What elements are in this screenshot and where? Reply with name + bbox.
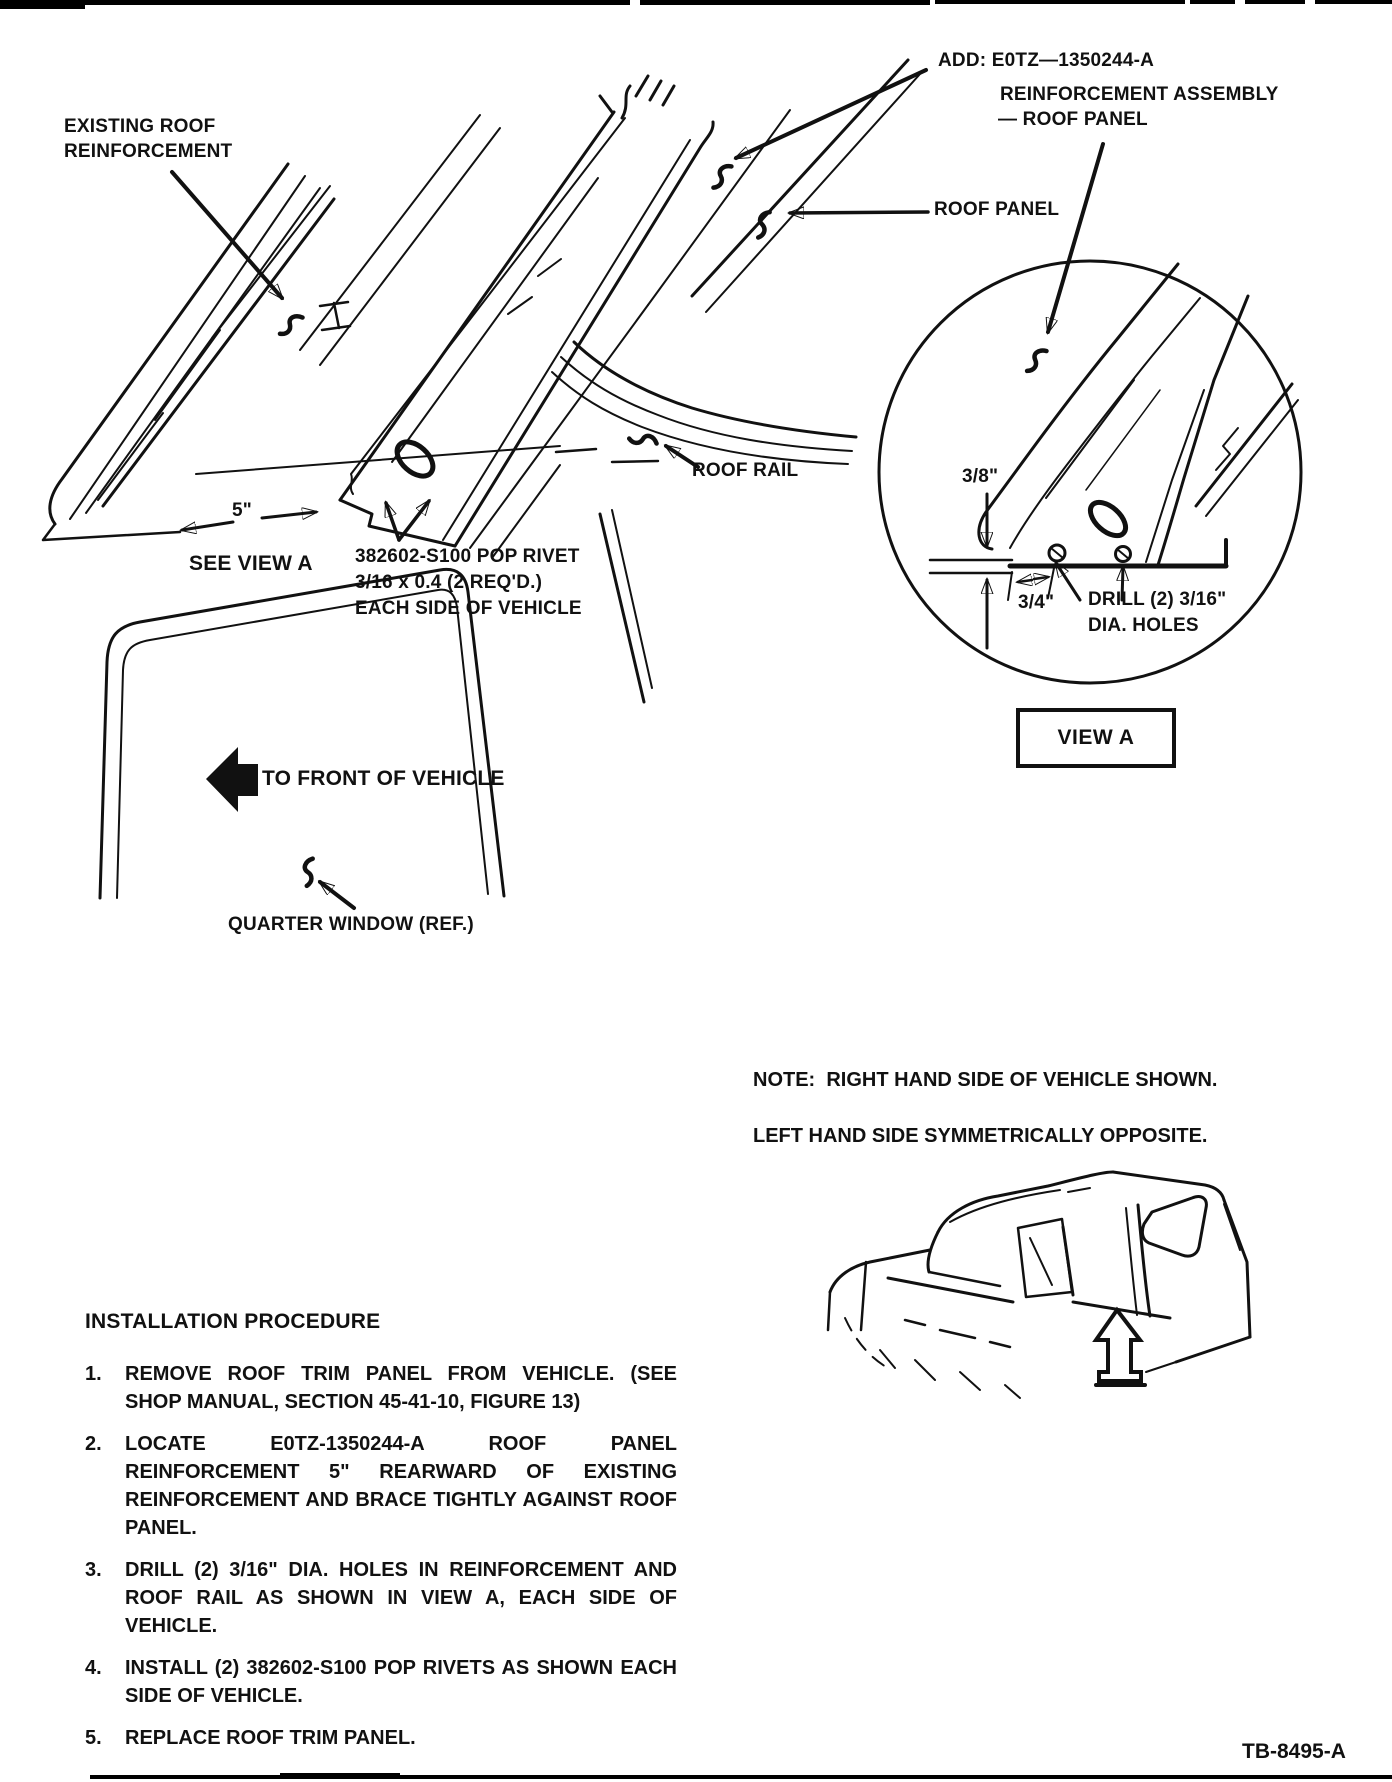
- rivet-note-line2: 3/16 x 0.4 (2 REQ'D.): [355, 572, 543, 593]
- see-view-a-label: SEE VIEW A: [189, 552, 313, 575]
- note-line2: LEFT HAND SIDE SYMMETRICALLY OPPOSITE.: [753, 1125, 1208, 1147]
- note-line1: NOTE: RIGHT HAND SIDE OF VEHICLE SHOWN.: [753, 1069, 1218, 1091]
- add-part-label-line2: REINFORCEMENT ASSEMBLY: [1000, 84, 1279, 105]
- procedure-step-1: [85, 1360, 705, 1416]
- procedure-step-2: [85, 1430, 705, 1542]
- add-part-label-line3: — ROOF PANEL: [998, 109, 1148, 130]
- procedure-step-4: [85, 1654, 705, 1710]
- roof-panel-drawing: [470, 60, 920, 558]
- step-number: 3.: [85, 1559, 102, 1581]
- bulletin-number: TB-8495-A: [1242, 1740, 1346, 1763]
- quarter-window-label: QUARTER WINDOW (REF.): [228, 914, 474, 935]
- to-front-label: TO FRONT OF VEHICLE: [262, 767, 505, 790]
- quarter-window-drawing: [100, 510, 652, 898]
- note-block: [753, 1066, 1217, 1150]
- hook-icon: [280, 312, 303, 340]
- dimension-3-8-label: 3/8": [962, 466, 999, 487]
- existing-roof-label-line1: EXISTING ROOF: [64, 116, 216, 137]
- step-text: DRILL (2) 3/16" DIA. HOLES IN REINFORCEMENT AND ROOF RAIL AS SHOWN IN VIEW A, EACH SIDE OF VEHICLE.: [125, 1559, 677, 1637]
- step-text: LOCATE E0TZ-1350244-A ROOF PANEL REINFORCEMENT 5" REARWARD OF EXISTING REINFORCEMENT AND BRACE TIGHTLY AGAINST ROOF PANEL.: [125, 1433, 677, 1539]
- new-reinforcement-drawing: [340, 76, 713, 546]
- procedure-heading: INSTALLATION PROCEDURE: [85, 1310, 381, 1333]
- step-number: 1.: [85, 1363, 102, 1385]
- hook-icon: [629, 430, 656, 451]
- location-arrow-icon: [1096, 1310, 1141, 1381]
- step-text: REMOVE ROOF TRIM PANEL FROM VEHICLE. (SEE SHOP MANUAL, SECTION 45-41-10, FIGURE 13): [125, 1363, 677, 1413]
- installation-procedure: [85, 1310, 705, 1766]
- drill-note-line2: DIA. HOLES: [1088, 615, 1199, 636]
- vehicle-body-drawing: [828, 1172, 1250, 1398]
- procedure-step-5: [85, 1724, 705, 1752]
- rivet-note-line3: EACH SIDE OF VEHICLE: [355, 598, 582, 619]
- existing-roof-label-line2: REINFORCEMENT: [64, 141, 233, 162]
- to-front-arrow-icon: [206, 747, 258, 812]
- hook-icon: [299, 859, 320, 886]
- dimension-3-4-label: 3/4": [1018, 592, 1055, 613]
- dimension-5in-label: 5": [232, 500, 252, 521]
- drill-note-line1: DRILL (2) 3/16": [1088, 589, 1227, 610]
- roof-rail-drawing: [552, 342, 856, 464]
- hook-icon: [1027, 348, 1046, 375]
- view-a-caption: VIEW A: [1057, 726, 1135, 749]
- hook-icon: [713, 164, 731, 190]
- rivet-note-line1: 382602-S100 POP RIVET: [355, 546, 580, 567]
- step-text: REPLACE ROOF TRIM PANEL.: [125, 1727, 416, 1749]
- roof-panel-label: ROOF PANEL: [934, 199, 1060, 220]
- view-a-caption-box: [1016, 708, 1176, 768]
- step-text: INSTALL (2) 382602-S100 POP RIVETS AS SHOWN EACH SIDE OF VEHICLE.: [125, 1657, 677, 1707]
- roof-rail-label: ROOF RAIL: [692, 460, 799, 481]
- step-number: 5.: [85, 1727, 102, 1749]
- procedure-step-3: [85, 1556, 705, 1640]
- existing-reinforcement-drawing: [43, 115, 500, 540]
- step-number: 2.: [85, 1433, 102, 1455]
- add-part-label-line1: ADD: E0TZ—1350244-A: [938, 50, 1155, 71]
- step-number: 4.: [85, 1657, 102, 1679]
